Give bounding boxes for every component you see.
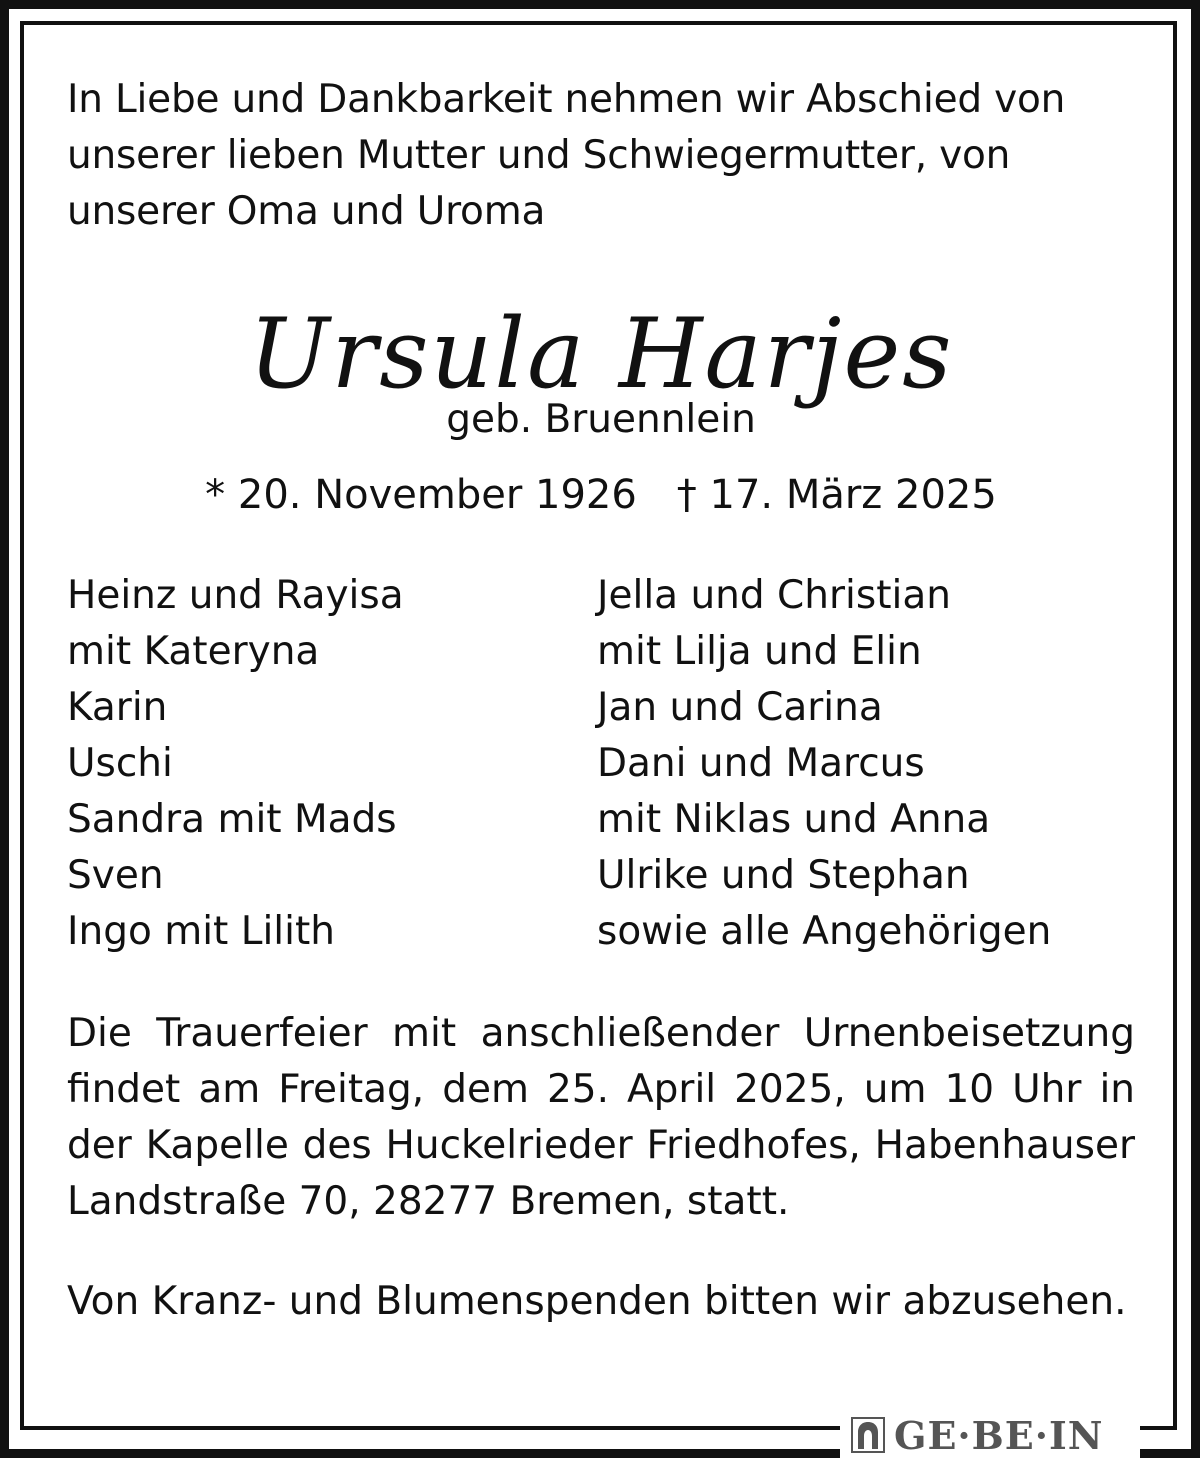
mourner-entry: Jan und Carina <box>597 685 883 730</box>
mourner-entry: Heinz und Rayisa <box>67 573 404 618</box>
flowers-note: Von Kranz- und Blumenspenden bitten wir abzusehen. <box>67 1279 1127 1324</box>
mourners-left-column <box>67 568 597 960</box>
mourner-entry: Sven <box>67 853 164 898</box>
life-dates <box>67 470 1135 520</box>
logo-text: GE·BE·IN <box>894 1412 1104 1458</box>
mourner-entry: sowie alle Angehörigen <box>597 909 1052 954</box>
maiden-name: geb. Bruennlein <box>446 397 756 442</box>
intro-text: In Liebe und Dankbarkeit nehmen wir Abschied von unserer lieben Mutter und Schwiegermutter, von unserer Oma und Uroma <box>67 77 1066 234</box>
deceased-name: Ursula Harjes <box>248 298 954 410</box>
mourner-entry: Karin <box>67 685 168 730</box>
mourner-entry: Sandra mit Mads <box>67 797 397 842</box>
mourner-entry: mit Lilja und Elin <box>597 629 922 674</box>
mourner-entry: Uschi <box>67 741 173 786</box>
mourner-entry: Ulrike und Stephan <box>597 853 970 898</box>
mourner-entry: Dani und Marcus <box>597 741 925 786</box>
mourners-right-column <box>597 568 1135 960</box>
death-date: † 17. März 2025 <box>676 472 997 518</box>
obituary-content <box>67 72 1135 1330</box>
mourner-entry: mit Niklas und Anna <box>597 797 991 842</box>
memorial-logo-icon <box>848 1416 888 1454</box>
mourner-entry: Ingo mit Lilith <box>67 909 335 954</box>
publisher-logo <box>840 1412 1140 1458</box>
ceremony-details: Die Trauerfeier mit anschließender Urnenbeisetzung findet am Freitag, dem 25. April 2025, um 10 Uhr in der Kapelle des Huckelrieder Friedhofes, Habenhauser Landstraße 70, 28277 Bremen, statt. <box>67 1011 1135 1224</box>
mourner-entry: Jella und Christian <box>597 573 951 618</box>
mourners-list <box>67 568 1135 960</box>
mourner-entry: mit Kateryna <box>67 629 320 674</box>
birth-date: * 20. November 1926 <box>205 472 637 518</box>
